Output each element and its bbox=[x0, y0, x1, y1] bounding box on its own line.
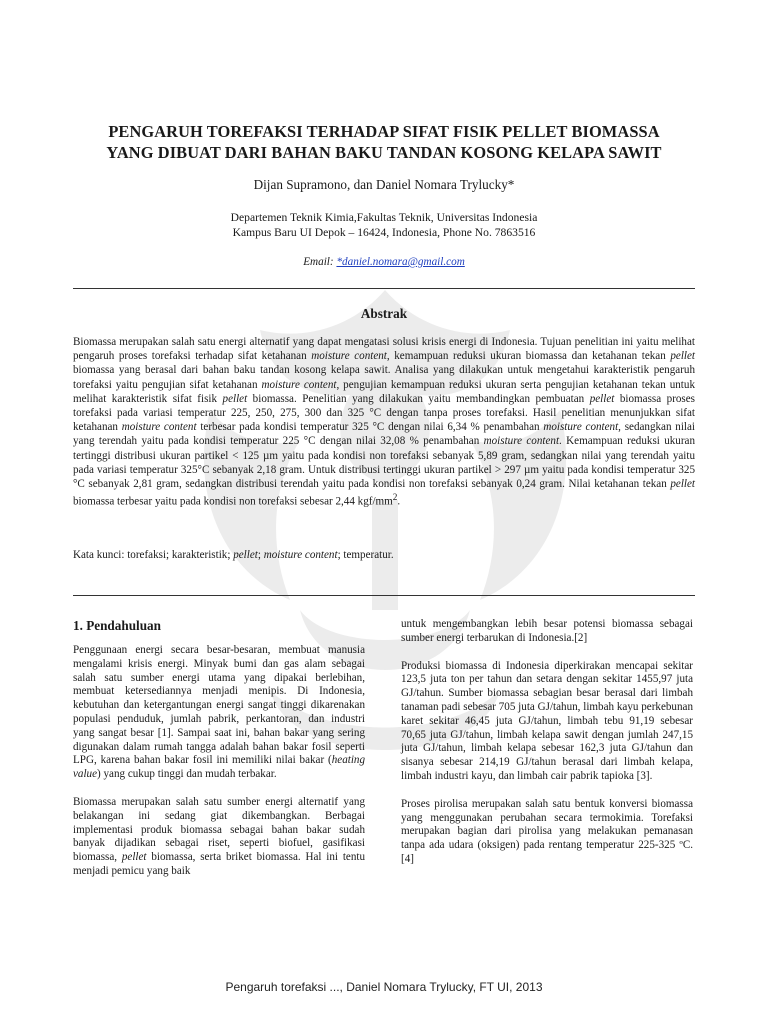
abstract-heading: Abstrak bbox=[360, 306, 408, 321]
right-column bbox=[401, 618, 693, 881]
paragraph: Produksi biomassa di Indonesia diperkirakan mencapai sekitar 123,5 juta ton per tahun dan setara dengan sekitar 1455,97 juta GJ/tahun. Sumber biomassa sebagian besar berasal dari limbah tanaman padi sebesar 705 juta GJ/tahun, limbah kayu perkebunan karet sekitar 46,45 juta GJ/tahun, limbah tebu 91,19 sebesar 70,65 juta GJ/tahun, limbah kelapa sawit dengan jumlah 247,15 juta GJ/tahun, limbah kelapa sebesar 162,3 juta GJ/tahun dan sisanya sebesar 214,19 GJ/tahun berasal dari limbah kelapa, limbah industri kayu, dan limbah cair pabrik tapioka [3]. bbox=[401, 659, 693, 782]
author-list: Dijan Supramono, dan Daniel Nomara Trylucky* bbox=[253, 177, 515, 192]
paragraph: Proses pirolisa merupakan salah satu bentuk konversi biomassa yang menggunakan perubahan secara termokimia. Torefaksi merupakan bagian dari pirolisa yang melakukan pemanasan tanpa ada udara (oksigen) pada rentang temperatur 225-325 ºC.[4] bbox=[401, 797, 693, 865]
section-heading-introduction: 1. Pendahuluan bbox=[73, 618, 161, 633]
affiliation-line-2: Kampus Baru UI Depok – 16424, Indonesia, Phone No. 7863516 bbox=[232, 226, 536, 239]
affiliation bbox=[40, 210, 728, 240]
email-label: Email: bbox=[303, 256, 337, 268]
left-column bbox=[73, 644, 365, 893]
title-line-1: PENGARUH TOREFAKSI TERHADAP SIFAT FISIK PELLET BIOMASSA bbox=[108, 122, 660, 141]
top-divider bbox=[73, 288, 695, 289]
section-divider bbox=[73, 595, 695, 596]
keywords: Kata kunci: torefaksi; karakteristik; pellet; moisture content; temperatur. bbox=[73, 549, 394, 561]
paragraph: untuk mengembangkan lebih besar potensi biomassa sebagai sumber energi terbarukan di Indonesia.[2] bbox=[401, 618, 693, 644]
title-line-2: YANG DIBUAT DARI BAHAN BAKU TANDAN KOSONG KELAPA SAWIT bbox=[106, 143, 662, 162]
abstract-body: Biomassa merupakan salah satu energi alternatif yang dapat mengatasi solusi krisis energi di Indonesia. Tujuan penelitian ini yaitu melihat pengaruh proses torefaksi terhadap sifat ketahanan moisture content, kemampuan reduksi ukuran biomassa dan ketahanan tekan pellet biomassa yang berasal dari bahan baku tandan kosong kelapa sawit. Analisa yang dilakukan untuk mengetahui karakteristik pengaruh torefaksi yaitu pengujian sifat ketahanan moisture content, pengujian kemampuan reduksi ukuran serta pengujian ketahanan tekan untuk melihat karakteristik sifat fisik pellet biomassa. Penelitian yang dilakukan yaitu membandingkan pembuatan pellet biomassa proses torefaksi pada variasi temperatur 225, 250, 275, 300 dan 325 °C dengan tanpa proses torefaksi. Hasil penelitian menunjukkan sifat ketahanan moisture content terbesar pada kondisi temperatur 325 °C dengan nilai 6,34 % penambahan moisture content, sedangkan nilai yang terendah yaitu pada kondisi temperatur 225 °C dengan nilai 32,08 % penambahan moisture content. Kemampuan reduksi ukuran tertinggi distribusi ukuran partikel < 125 µm yaitu pada kondisi non torefaksi sebanyak 5,89 gram, sedangkan nilai yang terendah yaitu pada variasi temperatur 325°C sebanyak 2,18 gram. Untuk distribusi tertinggi ukuran partikel > 297 µm yaitu pada kondisi temperatur 325 °C sebanyak 2,81 gram, sedangkan distribusi terendah yaitu pada kondisi non torefaksi sebanyak 0,24 gram. Nilai ketahanan tekan pellet biomassa terbesar yaitu pada kondisi non torefaksi sebesar 2,44 kgf/$mm^2$. bbox=[73, 336, 696, 508]
email-line bbox=[40, 256, 728, 268]
paragraph: Penggunaan energi secara besar-besaran, membuat manusia mengalami krisis energi. Minyak bumi dan gas alam sebagai salah satu sumber energi utama yang dipakai berlebihan, membuat ketersediannya menjadi menipis. Di Indonesia, kebutuhan dan ketergantungan energi sangat tinggi dikarenakan populasi penduduk, jumlah pabrik, perkantoran, dan industri yang sangat besar [1]. Sampai saat ini, bahan bakar yang sering digunakan dalam rumah tangga adalah bahan bakar fosil seperti LPG, karena bahan bakar fosil ini memiliki nilai bakar (heating value) yang cukup tinggi dan mudah terbakar. bbox=[73, 644, 365, 781]
paragraph: Biomassa merupakan salah satu sumber energi alternatif yang belakangan ini sedang giat dikembangkan. Berbagai implementasi produk biomassa sebagai bahan bakar sudah banyak dijadikan sebagai riset, seperti biofuel, gasifikasi biomassa, pellet biomassa, serta briket biomassa. Hal ini tentu menjadi pemicu yang baik bbox=[73, 795, 366, 877]
email-link[interactable]: *daniel.nomara@gmail.com bbox=[336, 256, 465, 268]
paper-title bbox=[40, 121, 728, 163]
affiliation-line-1: Departemen Teknik Kimia,Fakultas Teknik, Universitas Indonesia bbox=[230, 211, 538, 224]
page-footer: Pengaruh torefaksi ..., Daniel Nomara Trylucky, FT UI, 2013 bbox=[225, 980, 543, 994]
